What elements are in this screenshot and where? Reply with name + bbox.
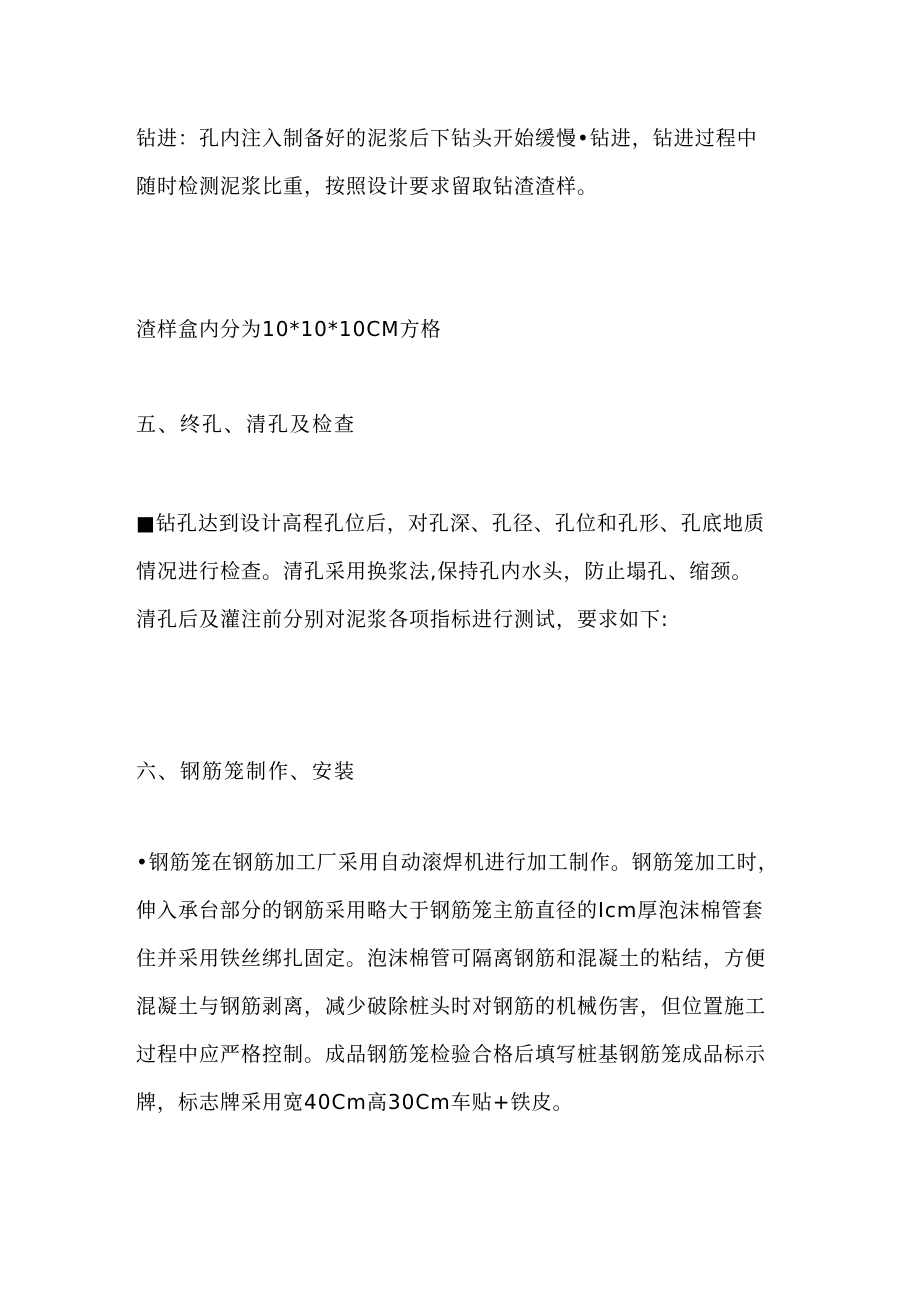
section6-paragraph-line-3: 住并采用铁丝绑扎固定。泡沫棉管可隔离钢筋和混凝土的粘结，方便 [136, 946, 766, 970]
section6-paragraph-line-6: 牌，标志牌采用宽40Cm高30Cm车贴+铁皮。 [136, 1090, 574, 1114]
section5-paragraph-line-1: ■钻孔达到设计高程孔位后，对孔深、孔径、孔位和孔形、孔底地质 [136, 511, 765, 535]
section6-paragraph-line-4: 混凝土与钢筋剥离，减少破除桩头时对钢筋的机械伤害，但位置施工 [136, 994, 766, 1018]
slag-box-note: 渣样盒内分为10*10*10CM方格 [136, 317, 442, 341]
section6-paragraph-line-5: 过程中应严格控制。成品钢筋笼检验合格后填写桩基钢筋笼成品标示 [136, 1042, 766, 1066]
drilling-paragraph-line-1: 钻进：孔内注入制备好的泥浆后下钻头开始缓慢•钻进，钻进过程中 [136, 126, 758, 150]
drilling-paragraph-line-2: 随时检测泥浆比重，按照设计要求留取钻渣渣样。 [136, 174, 598, 198]
section5-heading: 五、终孔、清孔及检查 [136, 412, 356, 436]
section5-paragraph-line-2: 情况进行检查。清孔采用换浆法,保持孔内水头，防止塌孔、缩颈。 [136, 559, 753, 583]
section6-paragraph-line-1: •钢筋笼在钢筋加工厂采用自动滚焊机进行加工制作。钢筋笼加工时， [136, 850, 779, 874]
section6-heading: 六、钢筋笼制作、安装 [136, 759, 356, 783]
section5-paragraph-line-3: 清孔后及灌注前分别对泥浆各项指标进行测试，要求如下: [136, 607, 669, 631]
section6-paragraph-line-2: 伸入承台部分的钢筋采用略大于钢筋笼主筋直径的Icm厚泡沫棉管套 [136, 898, 764, 922]
